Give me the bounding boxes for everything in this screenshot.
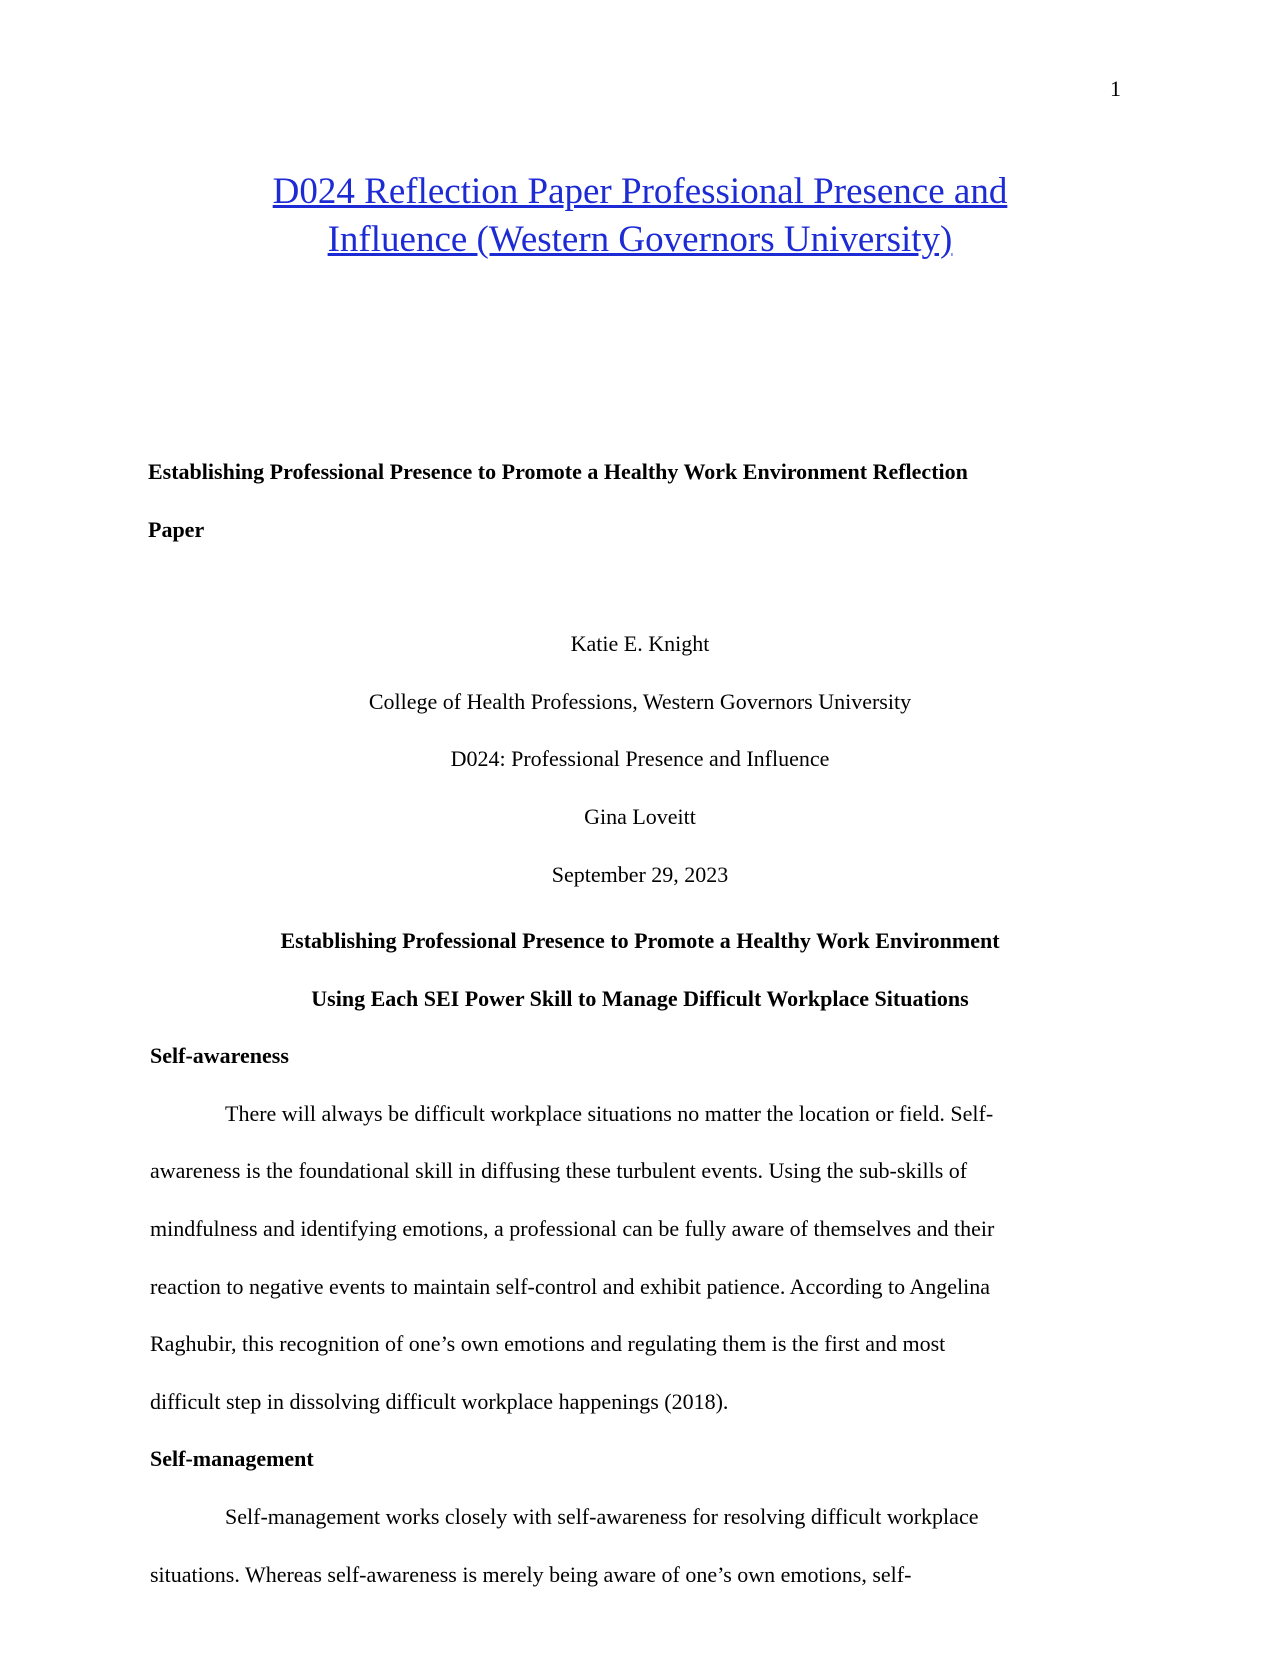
paper-title-line-2: Paper bbox=[148, 517, 205, 542]
page-number: 1 bbox=[1110, 76, 1121, 101]
institution: College of Health Professions, Western Governors University bbox=[368, 689, 912, 714]
author-name: Katie E. Knight bbox=[570, 631, 710, 656]
self-management-heading: Self-management bbox=[150, 1446, 314, 1471]
self-management-line: situations. Whereas self-awareness is merely being aware of one’s own emotions, self- bbox=[150, 1562, 912, 1587]
paper-title-line-1: Establishing Professional Presence to Promote a Healthy Work Environment Reflection bbox=[148, 459, 968, 484]
self-awareness-line: mindfulness and identifying emotions, a professional can be fully aware of themselves and their bbox=[150, 1216, 995, 1241]
section-heading-line-1: Establishing Professional Presence to Promote a Healthy Work Environment bbox=[280, 928, 1000, 953]
self-awareness-line: reaction to negative events to maintain self-control and exhibit patience. According to Angelina bbox=[150, 1274, 991, 1299]
self-management-line: Self-management works closely with self-awareness for resolving difficult workplace bbox=[225, 1504, 979, 1529]
self-awareness-heading: Self-awareness bbox=[150, 1043, 289, 1068]
section-heading-line-2: Using Each SEI Power Skill to Manage Difficult Workplace Situations bbox=[311, 986, 969, 1011]
self-awareness-line: difficult step in dissolving difficult workplace happenings (2018). bbox=[150, 1389, 729, 1414]
self-awareness-line: There will always be difficult workplace situations no matter the location or field. Self- bbox=[225, 1101, 994, 1126]
instructor-name: Gina Loveitt bbox=[584, 804, 696, 829]
self-awareness-line: Raghubir, this recognition of one’s own emotions and regulating them is the first and most bbox=[150, 1331, 946, 1356]
document-title bbox=[140, 168, 1140, 264]
title-link-line-1[interactable]: D024 Reflection Paper Professional Presence and bbox=[272, 171, 1008, 212]
course-name: D024: Professional Presence and Influence bbox=[450, 746, 830, 771]
title-link-line-2[interactable]: Influence (Western Governors University) bbox=[327, 219, 953, 260]
paper-date: September 29, 2023 bbox=[551, 862, 729, 887]
self-awareness-line: awareness is the foundational skill in diffusing these turbulent events. Using the sub-skills of bbox=[150, 1158, 968, 1183]
